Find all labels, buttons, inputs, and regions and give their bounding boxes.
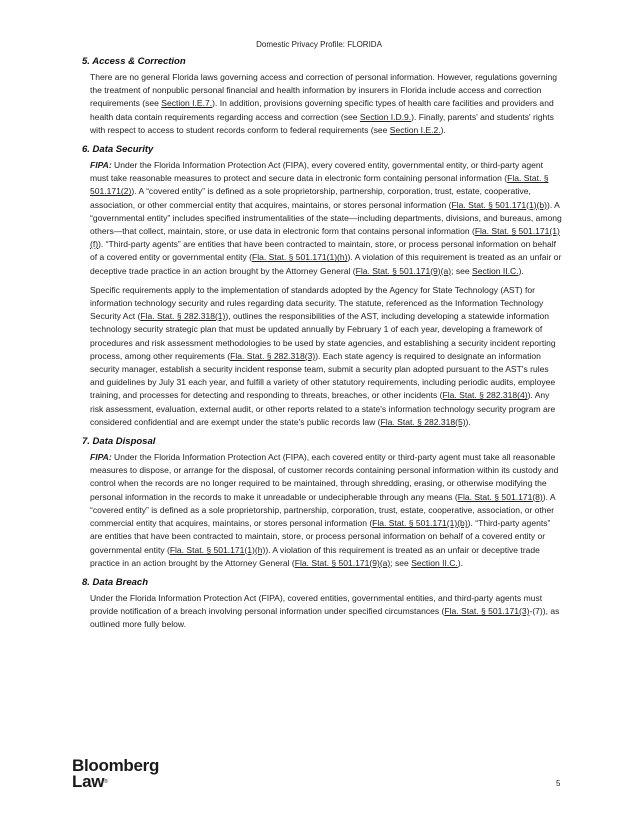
section-data-breach <box>82 576 562 632</box>
statute-link[interactable]: Fla. Stat. § 282.318(3) <box>230 350 316 361</box>
statute-link[interactable]: Fla. Stat. § 282.318(4) <box>442 390 528 401</box>
text: ). <box>518 265 524 276</box>
statute-link[interactable]: Fla. Stat. § 282.318(5) <box>380 416 466 427</box>
paragraph <box>90 451 562 570</box>
statute-link[interactable]: Fla. Stat. § 501.171(2) <box>90 173 549 197</box>
text: ). A “governmental entity” includes specified instrumentalities of the state—including departments, divisions, and bureaus, among others—that collect, maintain, store, or use data in electronic form that contains personal information ( <box>90 199 562 237</box>
statute-link[interactable]: Fla. Stat. § 501.171(1)(h) <box>169 544 266 555</box>
text: ). A violation of this requirement is treated as an unfair or deceptive trade practice in an action brought by the Attorney General ( <box>90 544 540 568</box>
text: ). In addition, provisions governing specific types of health care facilities and providers and health data contain requirements regarding access and correction (see <box>90 98 554 122</box>
document-body <box>82 55 562 638</box>
section-link[interactable]: Section I.E.2. <box>389 124 441 135</box>
statute-link[interactable]: Fla. Stat. § 501.171(9)(a) <box>294 557 391 568</box>
text: Under the Florida Information Protection Act (FIPA), each covered entity or third-party agent must take all reasonable measures to dispose, or arrange for the disposal, of customer records containing personal information within its custody and control when the records are no longer required to be maintained, through shredding, erasing, or otherwise modifying the personal information in the records to make it unreadable or undecipherable through any means ( <box>90 452 559 502</box>
paragraph <box>90 592 562 632</box>
text: -(7)), as outlined more fully below. <box>90 606 560 630</box>
section-link[interactable]: Section I.E.7. <box>161 98 213 109</box>
logo-line-2 <box>72 774 159 790</box>
text: ). A violation of this requirement is treated as an unfair or deceptive trade practice in an action brought by the Attorney General ( <box>90 252 562 276</box>
text: ). A “covered entity” is defined as a sole proprietorship, partnership, corporation, trust, estate, cooperative, association, or other commercial entity that acquires, maintains, or stores personal information ( <box>90 186 531 210</box>
text: ). <box>457 557 463 568</box>
section-heading: 7. Data Disposal <box>82 436 156 448</box>
bloomberg-law-logo <box>72 758 159 790</box>
statute-link[interactable]: Fla. Stat. § 501.171(8) <box>457 491 543 502</box>
statute-link[interactable]: Fla. Stat. § 501.171(3) <box>444 606 530 617</box>
text: ). “Third-party agents” are entities that have been contracted to maintain, store, or process personal information on behalf of a covered entity or governmental entity ( <box>90 518 551 555</box>
section-heading: 5. Access & Correction <box>82 56 186 67</box>
page-header: Domestic Privacy Profile: FLORIDA <box>256 40 382 49</box>
section-data-disposal <box>82 435 562 570</box>
text: ). Finally, parents' and students' rights with respect to access to student records conform to federal requirements (see <box>90 111 554 135</box>
text: Under the Florida Information Protection Act (FIPA), every covered entity, governmental entity, or third-party agent must take reasonable measures to protect and secure data in electronic form containing personal information ( <box>90 160 544 184</box>
paragraph <box>90 71 562 137</box>
text: ), outlines the responsibilities of the AST, including developing a statewide information technology security strategic plan that must be updated annually by February 1 of each year, developing a framework of procedures and risk assessment methodologies to be used by state agencies, and establishing a security incident reporting process, among other requirements ( <box>90 311 556 361</box>
paragraph <box>90 159 562 278</box>
section-link[interactable]: Section I.D.9. <box>359 111 412 122</box>
text: ). “Third-party agents” are entities that have been contracted to maintain, store, or process personal information on behalf of a covered entity or governmental entity ( <box>90 239 557 263</box>
text: ; see <box>451 265 472 276</box>
section-link[interactable]: Section II.C. <box>472 265 519 276</box>
text: ; see <box>390 557 412 568</box>
statute-link[interactable]: Fla. Stat. § 501.171(1)(f) <box>90 226 560 250</box>
statute-link[interactable]: Fla. Stat. § 501.171(1)(b) <box>451 199 548 210</box>
trademark-symbol: ® <box>104 779 108 785</box>
paragraph <box>90 284 562 429</box>
text: Specific requirements apply to the implementation of standards adopted by the Agency for State Technology (AST) for information technology security and rules regarding data security. The statute, referenced as the Information Technology Security Act ( <box>90 284 544 322</box>
text: ). <box>465 416 471 427</box>
statute-link[interactable]: Fla. Stat. § 501.171(1)(h) <box>252 252 348 263</box>
lead-label: FIPA: <box>90 160 112 171</box>
statute-link[interactable]: Fla. Stat. § 501.171(1)(b) <box>372 518 468 529</box>
text: Under the Florida Information Protection Act (FIPA), covered entities, governmental entities, and third-party agents must provide notification of a breach involving personal information under specified circumstances ( <box>90 592 543 617</box>
section-heading: 8. Data Breach <box>82 576 149 588</box>
text: There are no general Florida laws governing access and correction of personal information. However, regulations governing the treatment of nonpublic personal financial and health information by insurers in Florida include access and correction requirements (see <box>90 72 558 109</box>
logo-text: Law <box>72 772 105 791</box>
text: ). Each state agency is required to designate an information security manager, establish a security incident response team, submit a security plan adopted pursuant to the AST's rules and guidelines by July 31 each year, and fulfill a variety of other statutory requirements, including periodic audits, employee training, and processes for detecting and responding to threats, breaches, or other incidents ( <box>90 350 556 401</box>
lead-label: FIPA: <box>90 452 112 463</box>
section-heading: 6. Data Security <box>82 144 154 156</box>
section-access-correction <box>82 55 562 137</box>
section-data-security <box>82 143 562 429</box>
statute-link[interactable]: Fla. Stat. § 282.318(1) <box>140 311 226 322</box>
text: ). A “covered entity” is defined as a sole proprietorship, partnership, corporation, trust, estate, cooperative, association, or other commercial entity that acquires, maintains, or stores personal information ( <box>90 491 556 529</box>
logo-line-1: Bloomberg <box>72 756 160 775</box>
page-number: 5 <box>556 779 561 788</box>
statute-link[interactable]: Fla. Stat. § 501.171(9)(a) <box>355 265 452 276</box>
text: ). <box>440 124 446 135</box>
text: ). Any risk assessment, evaluation, external audit, or other reports related to a state's information technology security program are considered confidential and are exempt under the state's public records law ( <box>90 390 556 427</box>
section-link[interactable]: Section II.C. <box>411 557 458 568</box>
